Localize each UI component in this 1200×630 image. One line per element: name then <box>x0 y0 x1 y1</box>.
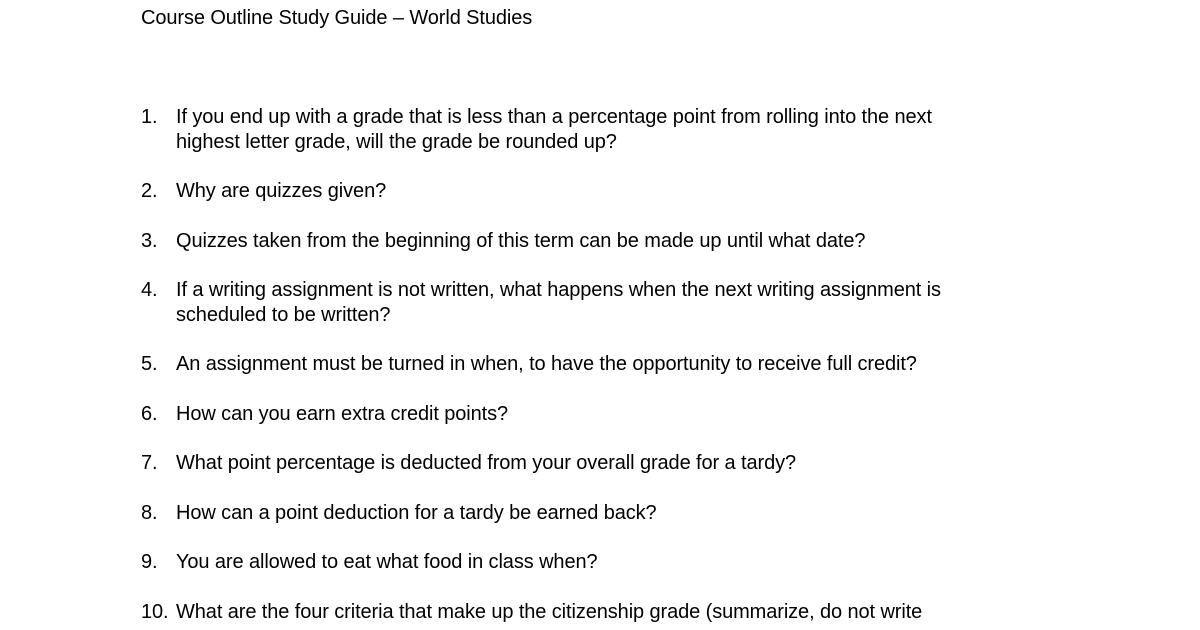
question-text: Quizzes taken from the beginning of this term can be made up until what date? <box>176 229 866 252</box>
question-item <box>141 352 1041 377</box>
question-number: 2. <box>141 180 158 202</box>
question-number: 9. <box>141 551 158 573</box>
question-text: If you end up with a grade that is less than a percentage point from rolling into the next <box>176 106 932 128</box>
question-text-continued: highest letter grade, will the grade be rounded up? <box>176 130 617 153</box>
question-number: 1. <box>141 106 158 128</box>
question-number: 8. <box>141 501 158 524</box>
question-item <box>141 229 1041 254</box>
question-item <box>141 179 1041 204</box>
question-text: What point percentage is deducted from your overall grade for a tardy? <box>176 452 797 474</box>
question-item <box>141 451 1041 476</box>
question-item <box>141 278 1041 327</box>
question-item <box>141 105 1041 154</box>
question-text: An assignment must be turned in when, to have the opportunity to receive full credit? <box>176 353 917 375</box>
question-item <box>141 402 1041 427</box>
question-item <box>141 550 1041 575</box>
question-text: If a writing assignment is not written, what happens when the next writing assignment is <box>176 279 941 301</box>
question-text: What are the four criteria that make up the citizenship grade (summarize, do not write <box>176 600 923 623</box>
question-number: 3. <box>141 229 158 252</box>
question-number: 6. <box>141 402 158 425</box>
question-list <box>141 105 1041 630</box>
question-text: How can you earn extra credit points? <box>176 402 509 425</box>
document-title: Course Outline Study Guide – World Studies <box>141 7 533 29</box>
question-item <box>141 600 1041 625</box>
question-number: 10. <box>141 600 169 623</box>
question-text: How can a point deduction for a tardy be earned back? <box>176 501 657 524</box>
question-number: 7. <box>141 452 158 474</box>
question-text-continued: scheduled to be written? <box>176 303 391 326</box>
question-text: Why are quizzes given? <box>176 180 387 202</box>
question-text: You are allowed to eat what food in class when? <box>176 551 598 573</box>
question-number: 4. <box>141 279 158 301</box>
question-number: 5. <box>141 353 158 375</box>
question-item <box>141 501 1041 526</box>
